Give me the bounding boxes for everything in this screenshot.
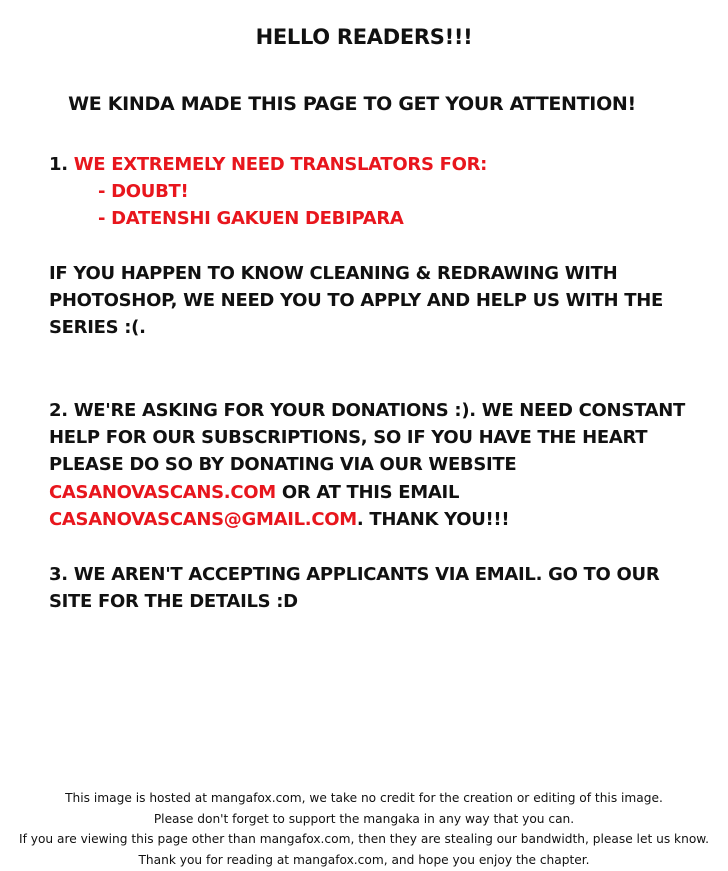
footer-line: This image is hosted at mangafox.com, we take no credit for the creation or editing of this image. <box>65 791 663 805</box>
thank-you-text: . THANK YOU!!! <box>356 509 510 530</box>
section-2-email-line <box>49 506 509 533</box>
translator-item-datenshi: - DATENSHI GAKUEN DEBIPARA <box>98 208 404 229</box>
section-2-website-line <box>49 479 459 506</box>
page-title: HELLO READERS!!! <box>255 25 473 49</box>
or-email-text: OR AT THIS EMAIL <box>275 482 460 503</box>
section-1-heading-line <box>49 151 487 178</box>
footer <box>0 788 728 870</box>
section-1-number: 1. <box>49 154 68 175</box>
email-link[interactable]: CASANOVASCANS@GMAIL.COM <box>49 509 357 530</box>
section-1-paragraph-line: SERIES :(. <box>49 317 146 338</box>
footer-line: Thank you for reading at mangafox.com, and hope you enjoy the chapter. <box>138 852 590 867</box>
page-subtitle: WE KINDA MADE THIS PAGE TO GET YOUR ATTENTION! <box>68 93 636 115</box>
website-link[interactable]: CASANOVASCANS.COM <box>49 482 276 503</box>
section-3-line: SITE FOR THE DETAILS :D <box>49 591 298 612</box>
section-1-paragraph-line: PHOTOSHOP, WE NEED YOU TO APPLY AND HELP US WITH THE <box>49 290 663 311</box>
section-1-paragraph-line: IF YOU HAPPEN TO KNOW CLEANING & REDRAWING WITH <box>49 263 618 284</box>
section-1-heading: WE EXTREMELY NEED TRANSLATORS FOR: <box>73 154 488 175</box>
footer-line: Please don't forget to support the mangaka in any way that you can. <box>153 811 575 826</box>
section-2-line: PLEASE DO SO BY DONATING VIA OUR WEBSITE <box>49 454 517 475</box>
footer-line: If you are viewing this page other than mangafox.com, then they are stealing our bandwidth, please let us know. <box>18 832 710 846</box>
translator-item-doubt: - DOUBT! <box>98 181 189 202</box>
section-2-line: 2. WE'RE ASKING FOR YOUR DONATIONS :). WE NEED CONSTANT <box>49 400 685 421</box>
section-2-line: HELP FOR OUR SUBSCRIPTIONS, SO IF YOU HAVE THE HEART <box>49 427 648 448</box>
section-3-line: 3. WE AREN'T ACCEPTING APPLICANTS VIA EMAIL. GO TO OUR <box>49 564 660 585</box>
